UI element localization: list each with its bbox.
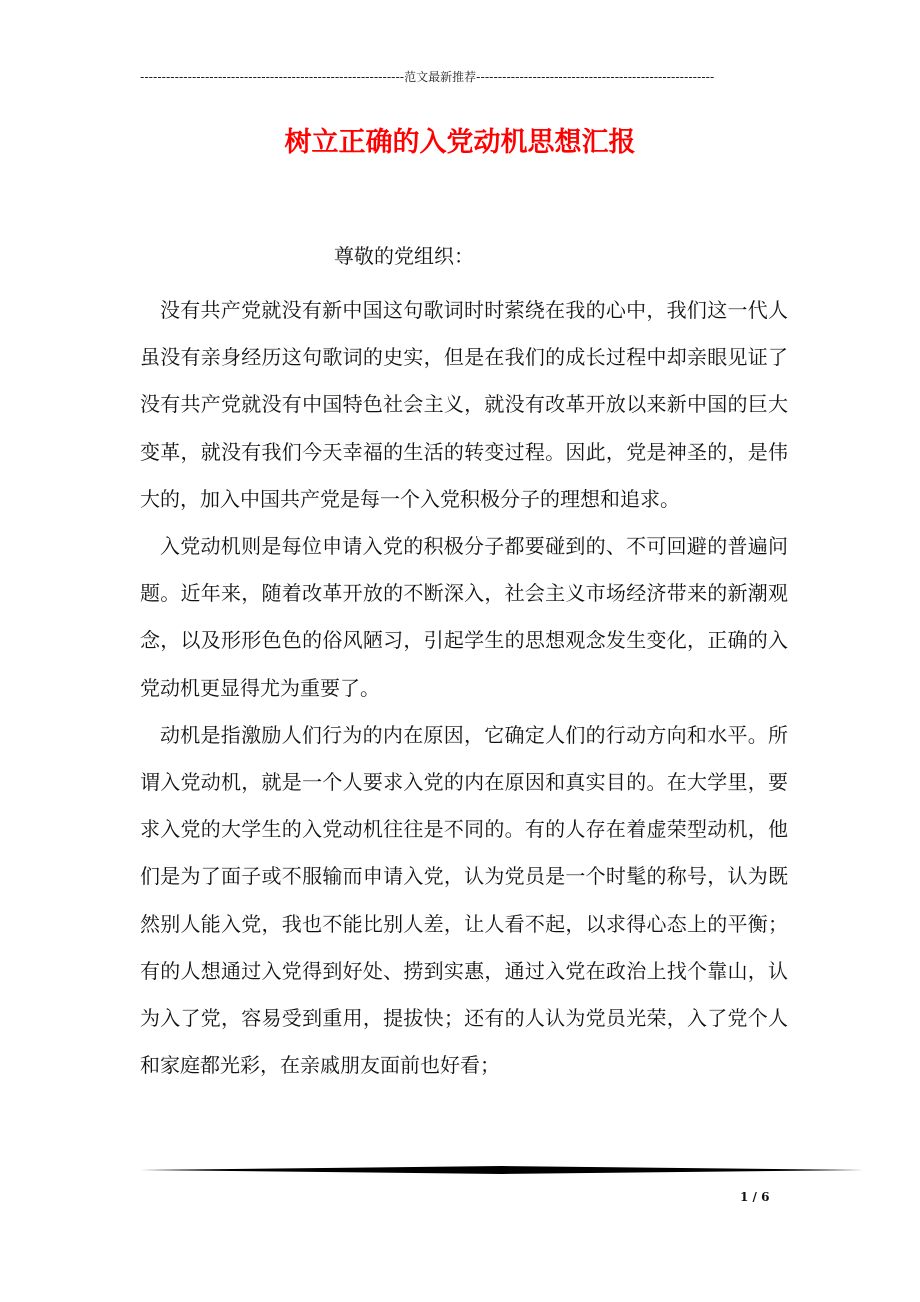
paragraph: 动机是指激励人们行为的内在原因，它确定人们的行动方向和水平。所谓入党动机，就是一个人要求入党的内在原因和真实目的。在大学里，要求入党的大学生的入党动机往往是不同的。有的人存在着虚荣型动机，他们是为了面子或不服输而申请入党，认为党员是一个时髦的称号，认为既然别人能入党，我也不能比别人差，让人看不起，以求得心态上的平衡；有的人想通过入党得到好处、捞到实惠，通过入党在政治上找个靠山，认为入了党，容易受到重用，提拔快；还有的人认为党员光荣，入了党个人和家庭都光彩，在亲戚朋友面前也好看； [140, 722, 788, 1078]
document-title: 树立正确的入党动机思想汇报 [284, 127, 636, 158]
page-number: 1 / 6 [740, 1190, 770, 1204]
salutation: 尊敬的党组织： [334, 244, 474, 268]
header-left-dashes: ------------------------------------------------------------- [140, 70, 405, 84]
page-header [140, 68, 768, 86]
document-body [140, 287, 788, 1089]
header-label: 范文最新推荐 [404, 70, 477, 84]
header-right-dashes: ------------------------------------------------------- [476, 70, 715, 84]
paragraph: 入党动机则是每位申请入党的积极分子都要碰到的、不可回避的普遍问题。近年来，随着改革开放的不断深入，社会主义市场经济带来的新潮观念，以及形形色色的俗风陋习，引起学生的思想观念发生变化，正确的入党动机更显得尤为重要了。 [140, 534, 788, 700]
footer-rule [140, 1166, 864, 1174]
paragraph: 没有共产党就没有新中国这句歌词时时萦绕在我的心中，我们这一代人虽没有亲身经历这句歌词的史实，但是在我们的成长过程中却亲眼见证了没有共产党就没有中国特色社会主义，就没有改革开放以来新中国的巨大变革，就没有我们今天幸福的生活的转变过程。因此，党是神圣的，是伟大的，加入中国共产党是每一个入党积极分子的理想和追求。 [140, 298, 788, 511]
